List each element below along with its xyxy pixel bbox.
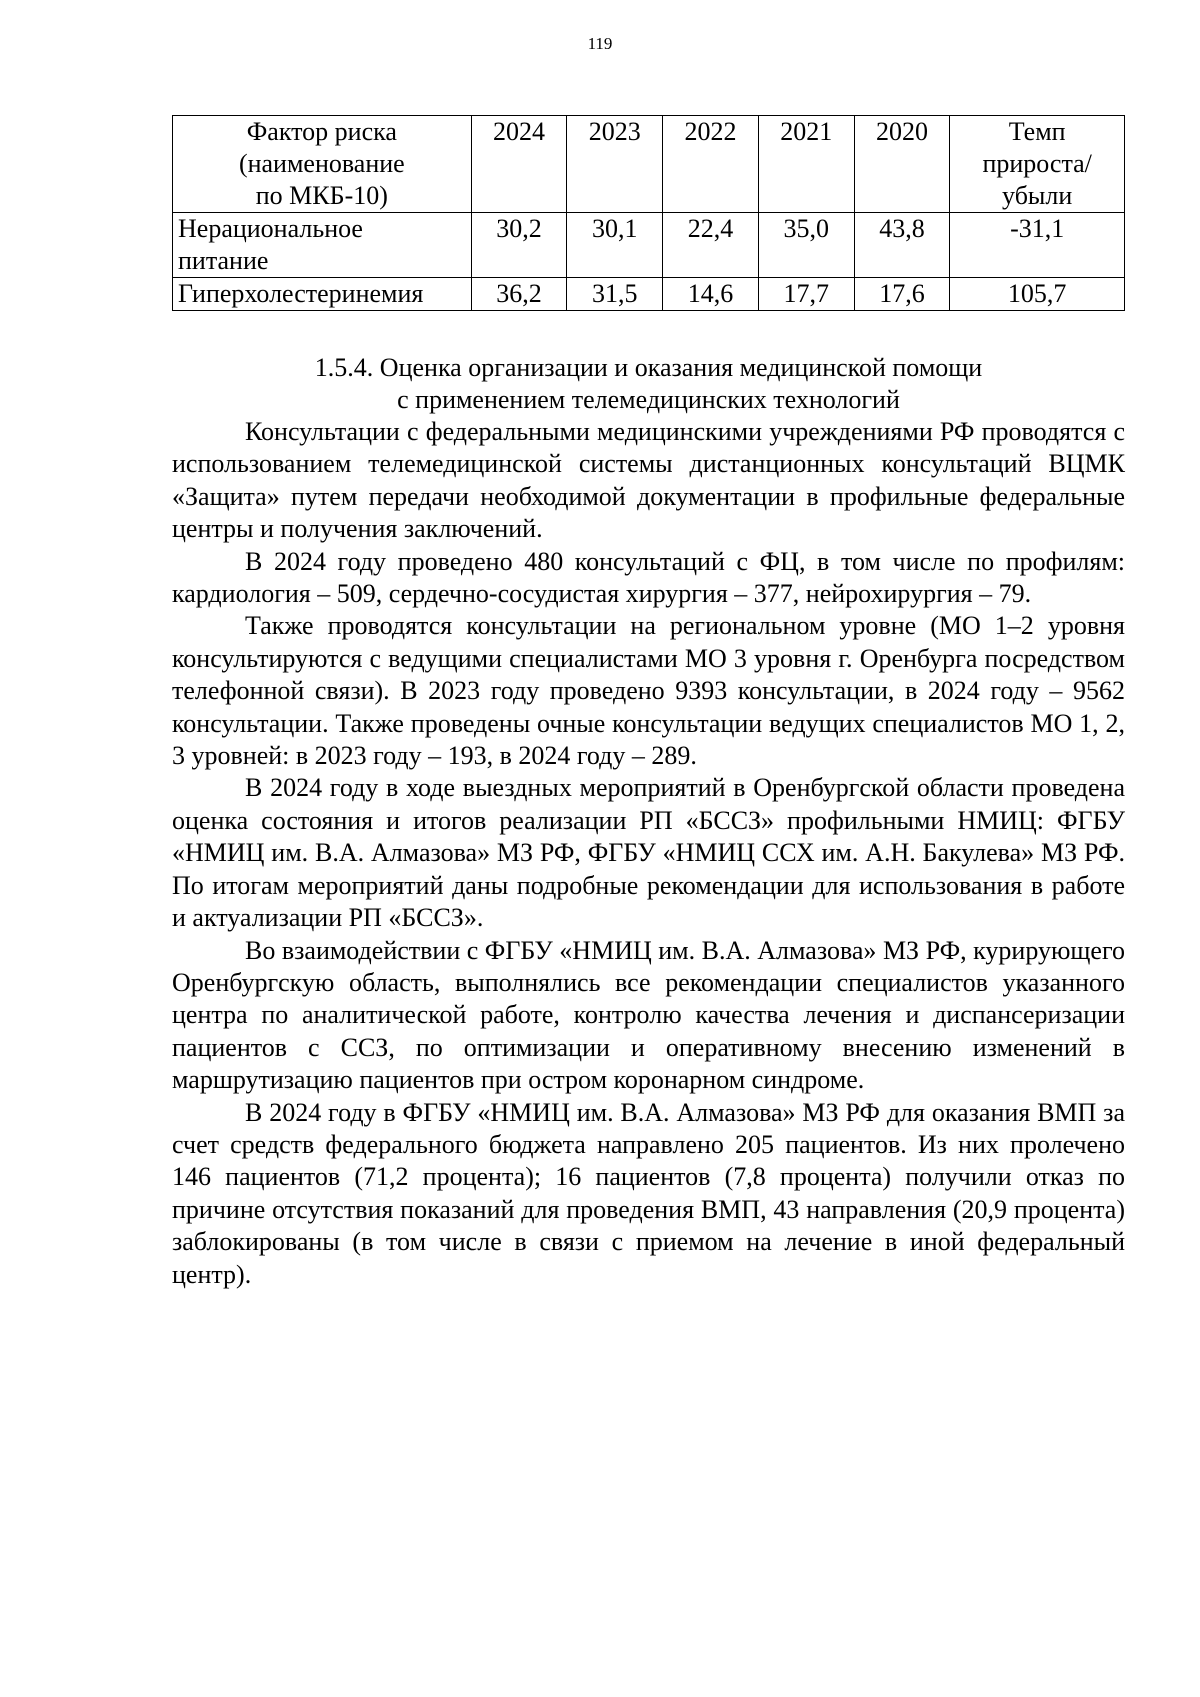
table-cell: 30,2: [471, 213, 567, 278]
header-year: 2021: [758, 116, 854, 213]
row-factor-label: [173, 278, 472, 311]
table-cell: 30,1: [567, 213, 663, 278]
table-row: [173, 213, 1125, 278]
paragraph: В 2024 году проведено 480 консультаций с ФЦ, в том числе по профилям: кардиология – 509, сердечно-сосудистая хирургия – 377, нейрохирургия – 79.: [172, 546, 1125, 609]
header-rate-line: прироста/: [982, 149, 1092, 178]
table-cell: 17,6: [854, 278, 950, 311]
paragraph: Также проводятся консультации на региональном уровне (МО 1–2 уровня консультируются с ведущими специалистами МО 3 уровня г. Оренбурга посредством телефонной связи). В 2023 году проведено 9393 консультации, в 2024 году – 9562 консультации. Также проведены очные консультации ведущих специалистов МО 1, 2, 3 уровней: в 2023 году – 193, в 2024 году – 289.: [172, 611, 1125, 771]
paragraph: В 2024 году в ходе выездных мероприятий в Оренбургской области проведена оценка состояния и итогов реализации РП «БССЗ» профильными НМИЦ: ФГБУ «НМИЦ им. В.А. Алмазова» МЗ РФ, ФГБУ «НМИЦ ССХ им. А.Н. Бакулева» МЗ РФ. По итогам мероприятий даны подробные рекомендации для использования в работе и актуализации РП «БССЗ».: [172, 773, 1125, 933]
page-number: 119: [587, 34, 613, 53]
section-heading-line: 1.5.4. Оценка организации и оказания медицинской помощи: [314, 353, 983, 382]
header-year: 2023: [567, 116, 663, 213]
row-factor-line: Гиперхолестеринемия: [178, 279, 424, 308]
table-cell-rate: -31,1: [950, 213, 1125, 278]
row-factor-label: [173, 213, 472, 278]
table-cell: 35,0: [758, 213, 854, 278]
header-rate-line: Темп: [1008, 117, 1066, 146]
body-text: [172, 416, 1125, 1291]
table-cell: 17,7: [758, 278, 854, 311]
header-year: 2024: [471, 116, 567, 213]
header-factor-line: по МКБ-10): [255, 181, 388, 210]
table-cell: 43,8: [854, 213, 950, 278]
header-factor: [173, 116, 472, 213]
table-cell: 36,2: [471, 278, 567, 311]
table-header-row: [173, 116, 1125, 213]
header-rate: [950, 116, 1125, 213]
paragraph: Консультации с федеральными медицинскими учреждениями РФ проводятся с использованием телемедицинской системы дистанционных консультаций ВЦМК «Защита» путем передачи необходимой документации в профильные федеральные центры и получения заключений.: [172, 417, 1125, 544]
paragraph: В 2024 году в ФГБУ «НМИЦ им. В.А. Алмазова» МЗ РФ для оказания ВМП за счет средств федерального бюджета направлено 205 пациентов. Из них пролечено 146 пациентов (71,2 процента); 16 пациентов (7,8 процента) получили отказ по причине отсутствия показаний для проведения ВМП, 43 направления (20,9 процента) заблокированы (в том числе в связи с приемом на лечение в иной федеральный центр).: [172, 1097, 1125, 1289]
header-year: 2020: [854, 116, 950, 213]
header-factor-line: (наименование: [238, 149, 405, 178]
header-rate-line: убыли: [1002, 181, 1073, 210]
table-cell: 31,5: [567, 278, 663, 311]
table-cell: 22,4: [663, 213, 759, 278]
header-factor-line: Фактор риска: [246, 117, 397, 146]
header-year: 2022: [663, 116, 759, 213]
table-row: [173, 278, 1125, 311]
row-factor-line: питание: [178, 246, 269, 275]
row-factor-line: Нерациональное: [178, 214, 363, 243]
section-heading: [172, 352, 1125, 416]
section-heading-line: с применением телемедицинских технологий: [397, 385, 900, 414]
table-cell: 14,6: [663, 278, 759, 311]
table-cell-rate: 105,7: [950, 278, 1125, 311]
risk-factor-table: [172, 115, 1125, 311]
paragraph: Во взаимодействии с ФГБУ «НМИЦ им. В.А. Алмазова» МЗ РФ, курирующего Оренбургскую область, выполнялись все рекомендации специалистов указанного центра по аналитической работе, контролю качества лечения и диспансеризации пациентов с ССЗ, по оптимизации и оперативному внесению изменений в маршрутизацию пациентов при остром коронарном синдроме.: [172, 935, 1125, 1095]
